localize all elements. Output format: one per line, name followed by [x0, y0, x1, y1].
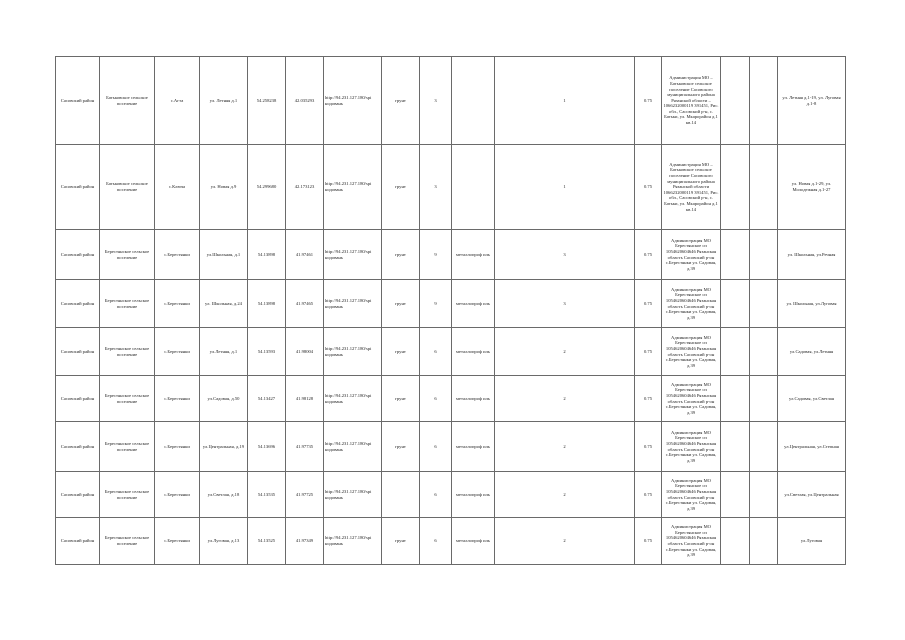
container-volume-cell: 0.75 — [635, 422, 662, 472]
coordinates-link-cell: http://94.231.127.180/spi нодовань — [324, 328, 382, 376]
locality-cell: с.Берестянки — [155, 518, 200, 565]
settlement-cell: Берестянское сельское поселение — [100, 422, 155, 472]
longitude-cell: 41.97725 — [286, 472, 324, 518]
fence-material-cell: металлопроф иль — [452, 280, 495, 328]
settlement-cell: Берестянское сельское поселение — [100, 280, 155, 328]
address-cell: ул.Светлая, д.18 — [200, 472, 248, 518]
surface-cell: грунт — [382, 230, 420, 280]
container-volume-cell: 0.75 — [635, 472, 662, 518]
fence-material-cell — [452, 145, 495, 230]
table-row — [56, 422, 846, 472]
longitude-cell: 41.98004 — [286, 328, 324, 376]
empty-cell — [750, 280, 778, 328]
empty-cell — [721, 280, 750, 328]
owner-cell: Администрация МО Берестянское сп 1054620604646 Рязанская область Сасовский р-он с.Берестянки ул. Садовая, д.39 — [662, 422, 721, 472]
area-cell: 3 — [420, 145, 452, 230]
container-volume-cell: 0.75 — [635, 145, 662, 230]
locality-cell: с.Ключа — [155, 145, 200, 230]
longitude-cell: 41.97349 — [286, 518, 324, 565]
empty-cell — [721, 422, 750, 472]
longitude-cell: 41.97461 — [286, 230, 324, 280]
container-count-cell: 2 — [495, 422, 635, 472]
container-volume-cell: 0.75 — [635, 376, 662, 422]
empty-cell — [750, 145, 778, 230]
owner-cell: Администрация МО Берестянское сп 1054620604646 Рязанская область Сасовский р-он с.Берестянки ул. Садовая, д.39 — [662, 472, 721, 518]
longitude-cell: 41.97735 — [286, 422, 324, 472]
waste-sources-cell: ул.Центральная, ул.Степная — [778, 422, 846, 472]
empty-cell — [721, 376, 750, 422]
empty-cell — [750, 422, 778, 472]
address-cell: ул. Школьная, д.24 — [200, 280, 248, 328]
latitude-cell: 54.13696 — [248, 422, 286, 472]
container-count-cell: 1 — [495, 57, 635, 145]
latitude-cell: 54.13525 — [248, 518, 286, 565]
longitude-cell: 42.173123 — [286, 145, 324, 230]
waste-sources-cell: ул.Садовая, ул.Светлая — [778, 376, 846, 422]
empty-cell — [750, 376, 778, 422]
table-row — [56, 145, 846, 230]
locality-cell: с.Берестянки — [155, 280, 200, 328]
table-row — [56, 472, 846, 518]
fence-material-cell: металлопроф иль — [452, 376, 495, 422]
waste-sources-cell: ул.Луговая — [778, 518, 846, 565]
district-cell: Сасовский район — [56, 422, 100, 472]
empty-cell — [721, 518, 750, 565]
table-row — [56, 230, 846, 280]
locality-cell: с.Берестянки — [155, 376, 200, 422]
address-cell: ул.Школьная, д.1 — [200, 230, 248, 280]
empty-cell — [721, 472, 750, 518]
address-cell: ул. Летняя д.1 — [200, 57, 248, 145]
district-cell: Сасовский район — [56, 230, 100, 280]
latitude-cell: 54.13535 — [248, 472, 286, 518]
container-count-cell: 2 — [495, 328, 635, 376]
settlement-cell: Берестянское сельское поселение — [100, 230, 155, 280]
locality-cell: с.Берестянки — [155, 230, 200, 280]
coordinates-link-cell: http://94.231.127.180/spi нодовань — [324, 472, 382, 518]
address-cell: ул.Садовая, д.50 — [200, 376, 248, 422]
container-volume-cell: 0.75 — [635, 518, 662, 565]
empty-cell — [721, 145, 750, 230]
table-row — [56, 280, 846, 328]
waste-sources-cell: ул. Новая д.1-29, ул. Молодежная д.1-27 — [778, 145, 846, 230]
coordinates-link-cell: http://94.231.127.180/spi нодовань — [324, 280, 382, 328]
container-count-cell: 2 — [495, 376, 635, 422]
district-cell: Сасовский район — [56, 145, 100, 230]
container-volume-cell: 0.75 — [635, 280, 662, 328]
waste-sources-cell: ул. Школьная, ул.Луговая — [778, 280, 846, 328]
owner-cell: Администрация МО Берестянское сп 1054620604646 Рязанская область Сасовский р-он с.Берестянки ул. Садовая, д.39 — [662, 230, 721, 280]
locality-cell: с.Берестянки — [155, 472, 200, 518]
coordinates-link-cell: http://94.231.127.180/spi нодовань — [324, 422, 382, 472]
locality-cell: с.Берестянки — [155, 328, 200, 376]
area-cell: 9 — [420, 230, 452, 280]
settlement-cell: Берестянское сельское поселение — [100, 472, 155, 518]
settlement-cell: Берестянское сельское поселение — [100, 518, 155, 565]
settlement-cell: Берестянское сельское поселение — [100, 328, 155, 376]
owner-cell: Администрация МО Берестянское сп 1054620604646 Рязанская область Сасовский р-он с.Берестянки ул. Садовая, д.39 — [662, 280, 721, 328]
longitude-cell: 42.035293 — [286, 57, 324, 145]
coordinates-link-cell: http://94.231.127.180/spi нодовань — [324, 230, 382, 280]
container-count-cell: 3 — [495, 280, 635, 328]
waste-sources-cell: ул.Светлая, ул.Центральная — [778, 472, 846, 518]
area-cell: 6 — [420, 518, 452, 565]
area-cell: 3 — [420, 57, 452, 145]
fence-material-cell: металлопроф иль — [452, 328, 495, 376]
container-count-cell: 1 — [495, 145, 635, 230]
district-cell: Сасовский район — [56, 518, 100, 565]
longitude-cell: 41.97465 — [286, 280, 324, 328]
waste-sources-cell: ул. Школьная, ул.Речная — [778, 230, 846, 280]
table-row — [56, 518, 846, 565]
latitude-cell: 54.13898 — [248, 230, 286, 280]
owner-cell: Администрация МО Берестянское сп 1054620604646 Рязанская область Сасовский р-он с.Берестянки ул. Садовая, д.39 — [662, 376, 721, 422]
latitude-cell: 54.13427 — [248, 376, 286, 422]
longitude-cell: 41.98128 — [286, 376, 324, 422]
empty-cell — [721, 328, 750, 376]
locality-cell: с.Агта — [155, 57, 200, 145]
area-cell: 6 — [420, 472, 452, 518]
fence-material-cell: металлопроф иль — [452, 472, 495, 518]
latitude-cell: 54.299680 — [248, 145, 286, 230]
surface-cell: грунт — [382, 57, 420, 145]
surface-cell: грунт — [382, 518, 420, 565]
area-cell: 6 — [420, 376, 452, 422]
owner-cell: Администрация МО Берестянское сп 1054620604646 Рязанская область Сасовский р-он с.Берестянки ул. Садовая, д.39 — [662, 518, 721, 565]
coordinates-link-cell: http://94.231.127.180/spi нодовань — [324, 518, 382, 565]
empty-cell — [750, 57, 778, 145]
empty-cell — [721, 230, 750, 280]
fence-material-cell: металлопроф иль — [452, 422, 495, 472]
container-volume-cell: 0.75 — [635, 57, 662, 145]
address-cell: ул.Летняя, д.1 — [200, 328, 248, 376]
surface-cell: грунт — [382, 280, 420, 328]
fence-material-cell: металлопроф иль — [452, 518, 495, 565]
address-cell: ул.Центральная, д.19 — [200, 422, 248, 472]
container-count-cell: 3 — [495, 230, 635, 280]
fence-material-cell: металлопроф иль — [452, 230, 495, 280]
fence-material-cell — [452, 57, 495, 145]
surface-cell: грунт — [382, 422, 420, 472]
owner-cell: Администрация МО – Батьковское сельское поселение Сасовского муниципального района Рязанской области 1066232000119 391451, Рис. обл., Сасовский р-н, с. Батьки, ул. Мкарорайон д.1 кв.14 — [662, 145, 721, 230]
surface-cell — [382, 472, 420, 518]
waste-sources-cell: ул. Летняя д.1-19, ул. Луговая д.1-8 — [778, 57, 846, 145]
table-row — [56, 376, 846, 422]
empty-cell — [721, 57, 750, 145]
table-row — [56, 57, 846, 145]
latitude-cell: 54.13593 — [248, 328, 286, 376]
table-row — [56, 328, 846, 376]
settlement-cell: Батьковское сельское поселение — [100, 145, 155, 230]
coordinates-link-cell: http://94.231.127.180/spi нодовань — [324, 145, 382, 230]
container-sites-table — [55, 56, 846, 565]
district-cell: Сасовский район — [56, 57, 100, 145]
empty-cell — [750, 472, 778, 518]
district-cell: Сасовский район — [56, 376, 100, 422]
district-cell: Сасовский район — [56, 280, 100, 328]
surface-cell: грунт — [382, 376, 420, 422]
settlement-cell: Берестянское сельское поселение — [100, 376, 155, 422]
coordinates-link-cell: http://94.231.127.180/spi нодовань — [324, 57, 382, 145]
area-cell: 9 — [420, 280, 452, 328]
coordinates-link-cell: http://94.231.127.180/spi нодовань — [324, 376, 382, 422]
district-cell: Сасовский район — [56, 328, 100, 376]
waste-sources-cell: ул.Садовая, ул.Летняя — [778, 328, 846, 376]
latitude-cell: 54.13898 — [248, 280, 286, 328]
surface-cell: грунт — [382, 145, 420, 230]
locality-cell: с.Берестянки — [155, 422, 200, 472]
empty-cell — [750, 518, 778, 565]
empty-cell — [750, 230, 778, 280]
area-cell: 6 — [420, 328, 452, 376]
surface-cell: грунт — [382, 328, 420, 376]
empty-cell — [750, 328, 778, 376]
container-volume-cell: 0.75 — [635, 328, 662, 376]
owner-cell: Администрация МО – Батьковское сельское поселение Сасовского муниципального района Рязанской области – 1066232000119 391451, Рис. обл., Сасовский р-н, с. Батьки, ул. Мкарорайон д.1 кв.14 — [662, 57, 721, 145]
area-cell: 6 — [420, 422, 452, 472]
district-cell: Сасовский район — [56, 472, 100, 518]
container-count-cell: 2 — [495, 472, 635, 518]
latitude-cell: 54.258238 — [248, 57, 286, 145]
address-cell: ул. Новая д.9 — [200, 145, 248, 230]
owner-cell: Администрация МО Берестянское сп 1054620604646 Рязанская область Сасовский р-он с.Берестянки ул. Садовая, д.39 — [662, 328, 721, 376]
container-volume-cell: 0.75 — [635, 230, 662, 280]
address-cell: ул.Луговая, д.13 — [200, 518, 248, 565]
container-count-cell: 2 — [495, 518, 635, 565]
settlement-cell: Батьковское сельское поселение — [100, 57, 155, 145]
